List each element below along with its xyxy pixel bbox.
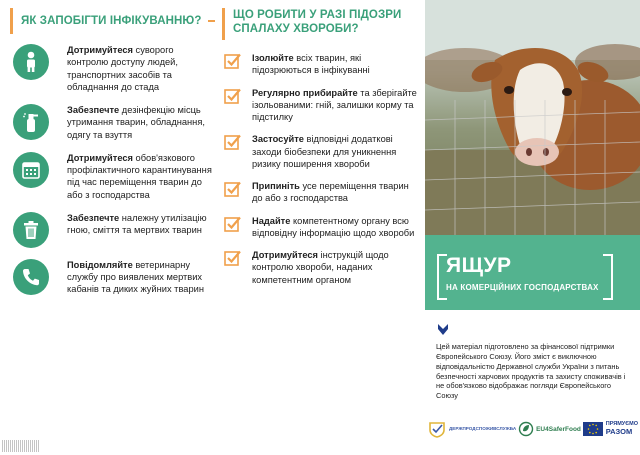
prevention-heading-box xyxy=(10,8,215,34)
calendar-icon xyxy=(13,152,49,188)
heading-bar xyxy=(10,8,13,34)
eu-logo-line1: ПРЯМУЄМО xyxy=(605,421,638,428)
eu-flag-icon xyxy=(583,422,603,436)
list-item xyxy=(10,259,215,296)
outbreak-heading-box xyxy=(222,8,417,40)
list-item-text: Ізолюйте всіх тварин, які підозрюються в інфікуванні xyxy=(252,53,370,76)
barcode xyxy=(2,440,40,452)
list-item xyxy=(10,152,215,201)
list-item xyxy=(222,52,417,77)
heading-underline xyxy=(208,20,215,22)
arrow-down-icon xyxy=(436,323,450,337)
eu-logo-text xyxy=(606,422,638,436)
checkbox-icon xyxy=(224,52,242,70)
prevention-section xyxy=(10,8,215,307)
phone-icon xyxy=(13,259,49,295)
spray-icon xyxy=(13,104,49,140)
list-item-text: Регулярно прибирайте та зберігайте ізольованими: гній, залишки корму та підстилку xyxy=(252,87,417,123)
checkbox-icon xyxy=(224,215,242,233)
checkbox-icon xyxy=(224,180,242,198)
list-item xyxy=(222,180,417,205)
list-item-text: Припиніть усе переміщення тварин до або з господарства xyxy=(252,181,409,204)
list-item xyxy=(222,87,417,124)
outbreak-heading: ЩО РОБИТИ У РАЗІ ПІДОЗРИ СПАЛАХУ ХВОРОБИ? xyxy=(233,9,402,36)
eu-logo-line2: РАЗОМ xyxy=(605,426,633,436)
list-item-text: Застосуйте відповідні додаткові заходи біобезпеки для уникнення ризику поширення хвороби xyxy=(252,134,397,169)
gov-logo-text: ДЕРЖПРОДСПОЖИВСЛУЖБА xyxy=(449,426,517,432)
list-item xyxy=(10,104,215,141)
list-item xyxy=(222,215,417,240)
list-item-text: Забезпечте дезінфекцію місць утримання тварин, обладнання, одягу та взуття xyxy=(67,105,205,140)
checkbox-icon xyxy=(224,133,242,151)
outbreak-list xyxy=(222,52,417,286)
person-icon xyxy=(13,44,49,80)
list-item-text: Дотримуйтеся обов'язкового профілактичного карантинування під час переміщення тварин до або з господарства xyxy=(67,152,212,200)
shield-icon xyxy=(428,420,446,438)
checkbox-icon xyxy=(224,87,242,105)
list-item xyxy=(222,249,417,286)
list-item xyxy=(10,212,215,248)
main-title: ЯЩУР xyxy=(446,254,512,277)
heading-bar xyxy=(222,8,225,40)
title-bracket-right xyxy=(603,254,613,300)
list-item xyxy=(222,133,417,170)
list-item-text: Забезпечте належну утилізацію гною, сміття та мертвих тварин xyxy=(67,212,207,236)
disclaimer-text: Цей матеріал підготовлено за фінансової підтримки Європейського Союзу. Його зміст є виключною відповідальністю Державної служби України з питань безпечності харчових продуктів та захисту споживачів і не обов'язково відображає погляди Європейського Союзу xyxy=(436,342,626,401)
list-item-text: Дотримуйтеся суворого контролю доступу людей, транспортних засобів та обладнання до стада xyxy=(67,45,178,92)
prevention-heading: ЯК ЗАПОБІГТИ ІНФІКУВАННЮ? xyxy=(21,14,202,27)
checkbox-icon xyxy=(224,249,242,267)
gov-logo xyxy=(428,420,516,438)
list-item-text: Дотримуйтеся інструкцій щодо контролю хвороби, наданих компетентним органом xyxy=(252,250,389,285)
outbreak-section xyxy=(222,8,417,296)
logo-strip xyxy=(428,418,638,440)
sub-title: НА КОМЕРЦІЙНИХ ГОСПОДАРСТВАХ xyxy=(446,283,599,292)
eu-logo xyxy=(583,422,638,436)
list-item-text: Надайте компетентному органу всю відповідну інформацію щодо хвороби xyxy=(252,215,415,238)
list-item xyxy=(10,44,215,93)
cow-photo xyxy=(425,0,640,235)
leaf-icon xyxy=(518,421,534,437)
prevention-list xyxy=(10,44,215,296)
list-item-text: Повідомляйте ветеринарну службу про виявлених мертвих кабанів та диких жуйних тварин xyxy=(67,259,204,295)
eu4saferfood-logo xyxy=(518,421,581,437)
eu4saferfood-text: EU4SaferFood xyxy=(536,425,581,433)
trash-icon xyxy=(13,212,49,248)
